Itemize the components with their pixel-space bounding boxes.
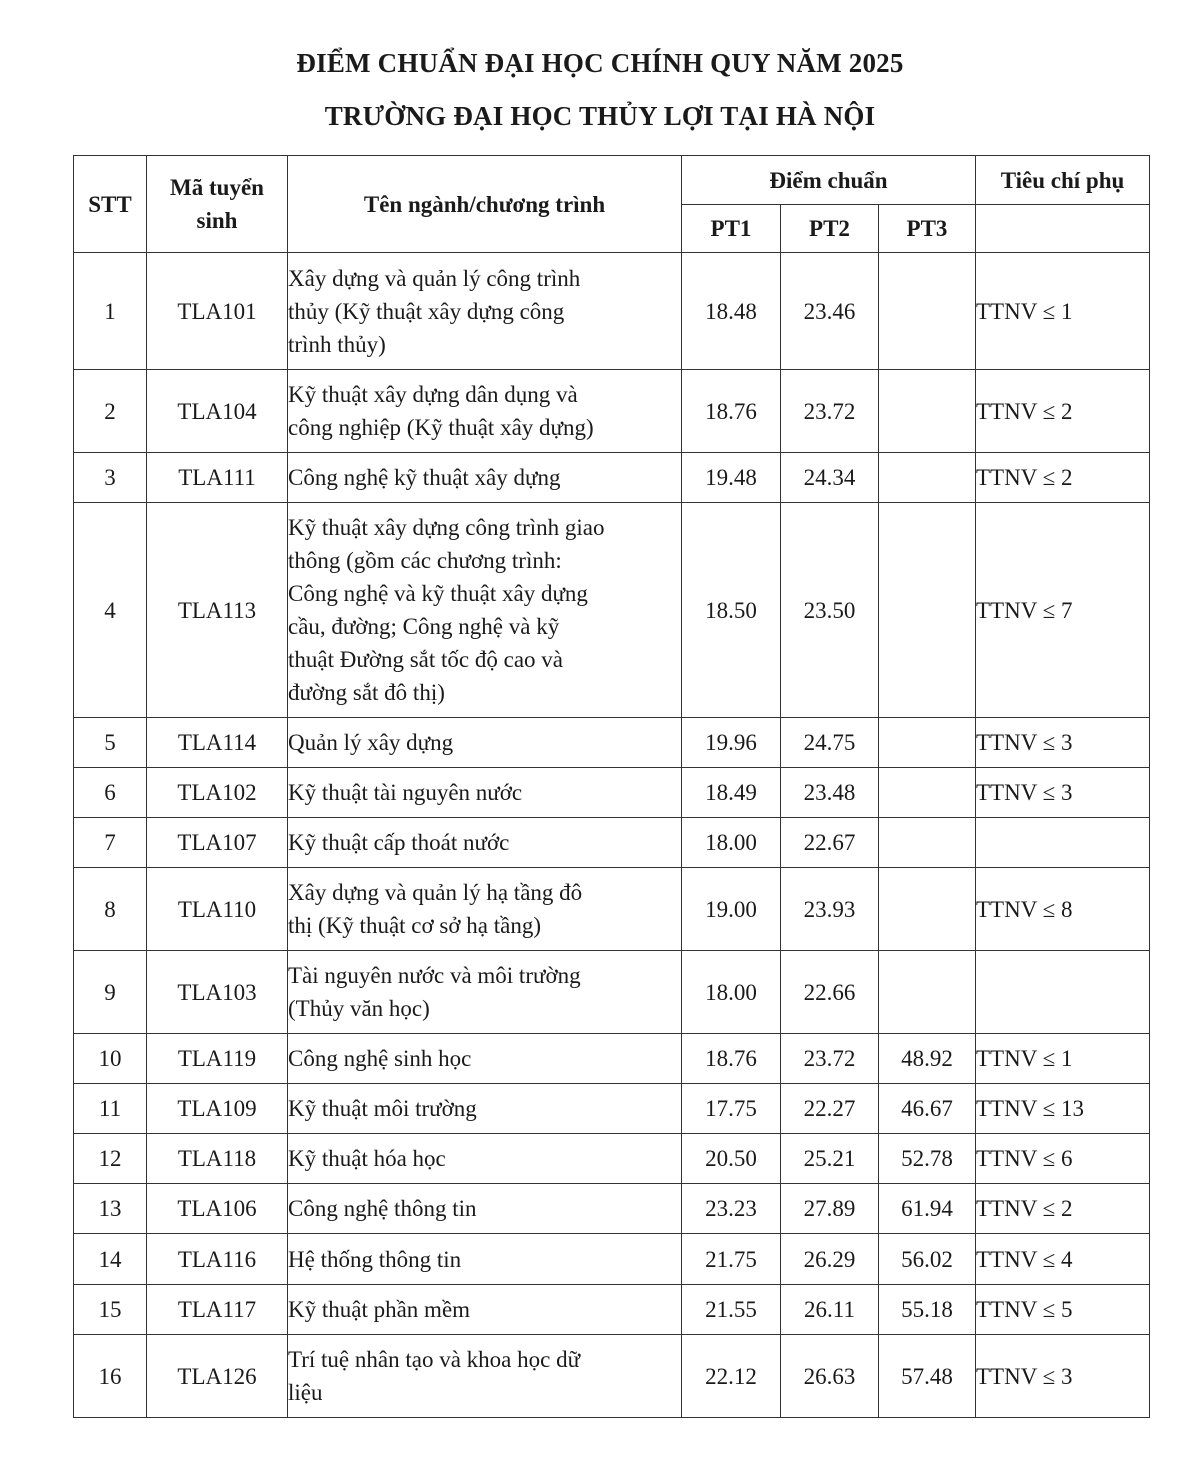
cell-pt1: 22.12	[682, 1335, 781, 1418]
table-row	[74, 951, 1150, 1034]
cell-criteria	[976, 951, 1150, 1034]
cell-code: TLA126	[147, 1335, 288, 1418]
cell-criteria: TTNV ≤ 2	[976, 453, 1150, 503]
cell-stt: 12	[74, 1134, 147, 1184]
cell-pt1: 21.55	[682, 1285, 781, 1335]
table-row	[74, 503, 1150, 718]
table-body	[74, 253, 1150, 1418]
cell-criteria: TTNV ≤ 6	[976, 1134, 1150, 1184]
cell-stt: 1	[74, 253, 147, 370]
table-row	[74, 718, 1150, 768]
program-name-line: Xây dựng và quản lý hạ tầng đô	[288, 880, 583, 905]
header-diem-chuan: Điểm chuẩn	[682, 156, 976, 205]
cell-stt: 8	[74, 868, 147, 951]
cell-pt3: 52.78	[879, 1134, 976, 1184]
cell-pt3	[879, 768, 976, 818]
cell-code: TLA119	[147, 1034, 288, 1084]
cell-stt: 5	[74, 718, 147, 768]
cell-code: TLA118	[147, 1134, 288, 1184]
header-code-line1: Mã tuyển	[170, 175, 264, 200]
cell-pt1: 19.00	[682, 868, 781, 951]
cell-pt2: 22.66	[781, 951, 879, 1034]
program-name-line: Kỹ thuật môi trường	[288, 1096, 477, 1121]
table-row	[74, 868, 1150, 951]
cell-pt1: 23.23	[682, 1184, 781, 1234]
program-name-line: Công nghệ sinh học	[288, 1046, 472, 1071]
cell-pt2: 26.11	[781, 1285, 879, 1335]
cell-pt3: 55.18	[879, 1285, 976, 1335]
cell-program-name	[288, 1184, 682, 1234]
cell-stt: 16	[74, 1335, 147, 1418]
header-program: Tên ngành/chương trình	[288, 156, 682, 253]
cell-pt3	[879, 253, 976, 370]
cell-criteria: TTNV ≤ 2	[976, 1184, 1150, 1234]
cell-code: TLA111	[147, 453, 288, 503]
cell-stt: 13	[74, 1184, 147, 1234]
cell-stt: 14	[74, 1234, 147, 1285]
table-row	[74, 1285, 1150, 1335]
cell-stt: 4	[74, 503, 147, 718]
cell-stt: 7	[74, 818, 147, 868]
cell-pt1: 21.75	[682, 1234, 781, 1285]
cell-code: TLA107	[147, 818, 288, 868]
cell-stt: 10	[74, 1034, 147, 1084]
cell-criteria: TTNV ≤ 13	[976, 1084, 1150, 1134]
table-row	[74, 453, 1150, 503]
cell-pt3	[879, 453, 976, 503]
cell-pt1: 18.48	[682, 253, 781, 370]
program-name-line: Tài nguyên nước và môi trường	[288, 963, 581, 988]
program-name-line: thủy (Kỹ thuật xây dựng công	[288, 298, 565, 324]
cell-stt: 11	[74, 1084, 147, 1134]
program-name-line: Kỹ thuật hóa học	[288, 1146, 446, 1171]
cell-pt1: 18.50	[682, 503, 781, 718]
cell-stt: 6	[74, 768, 147, 818]
cell-criteria: TTNV ≤ 3	[976, 718, 1150, 768]
table-row	[74, 768, 1150, 818]
cell-pt2: 26.63	[781, 1335, 879, 1418]
program-name-line: Hệ thống thông tin	[288, 1246, 462, 1272]
cell-program-name	[288, 1234, 682, 1285]
table-row	[74, 253, 1150, 370]
program-name-line: Kỹ thuật phần mềm	[288, 1297, 471, 1322]
cell-pt3: 46.67	[879, 1084, 976, 1134]
cell-pt3	[879, 718, 976, 768]
table-row	[74, 1134, 1150, 1184]
header-tieu-chi-phu: Tiêu chí phụ	[976, 156, 1150, 205]
program-name-line: trình thủy)	[288, 331, 386, 357]
program-name-line: Công nghệ và kỹ thuật xây dựng	[288, 581, 588, 606]
cell-pt2: 22.67	[781, 818, 879, 868]
cell-code: TLA104	[147, 370, 288, 453]
cell-program-name	[288, 951, 682, 1034]
cell-pt3	[879, 370, 976, 453]
cell-program-name	[288, 1335, 682, 1418]
cell-criteria: TTNV ≤ 1	[976, 253, 1150, 370]
program-name-line: Kỹ thuật tài nguyên nước	[288, 780, 523, 805]
cell-program-name	[288, 1084, 682, 1134]
program-name-line: Công nghệ kỹ thuật xây dựng	[288, 465, 561, 490]
cell-pt2: 26.29	[781, 1234, 879, 1285]
cell-criteria: TTNV ≤ 2	[976, 370, 1150, 453]
cell-pt2: 24.34	[781, 453, 879, 503]
cell-criteria: TTNV ≤ 3	[976, 768, 1150, 818]
cell-pt1: 19.48	[682, 453, 781, 503]
cell-pt2: 25.21	[781, 1134, 879, 1184]
cell-program-name	[288, 1285, 682, 1335]
cell-program-name	[288, 718, 682, 768]
program-name-line: Xây dựng và quản lý công trình	[288, 265, 581, 291]
cell-stt: 3	[74, 453, 147, 503]
cell-criteria: TTNV ≤ 1	[976, 1034, 1150, 1084]
cell-stt: 15	[74, 1285, 147, 1335]
cell-code: TLA106	[147, 1184, 288, 1234]
header-pt3: PT3	[879, 205, 976, 253]
cell-pt1: 18.76	[682, 370, 781, 453]
cell-criteria: TTNV ≤ 3	[976, 1335, 1150, 1418]
program-name-line: thông (gồm các chương trình:	[288, 548, 562, 573]
cell-pt3	[879, 818, 976, 868]
cell-pt2: 23.72	[781, 370, 879, 453]
cell-criteria	[976, 818, 1150, 868]
program-name-line: liệu	[288, 1380, 323, 1405]
cell-pt1: 18.00	[682, 951, 781, 1034]
cell-pt1: 18.76	[682, 1034, 781, 1084]
cell-criteria: TTNV ≤ 5	[976, 1285, 1150, 1335]
header-code-line2: sinh	[196, 208, 238, 233]
program-name-line: Kỹ thuật xây dựng công trình giao	[288, 515, 605, 540]
cell-pt2: 23.46	[781, 253, 879, 370]
cell-pt3	[879, 951, 976, 1034]
cell-code: TLA116	[147, 1234, 288, 1285]
program-name-line: Kỹ thuật xây dựng dân dụng và	[288, 382, 578, 407]
cell-pt2: 23.72	[781, 1034, 879, 1084]
table-row	[74, 818, 1150, 868]
cell-program-name	[288, 253, 682, 370]
header-tieu-chi-phu-sub	[976, 205, 1150, 253]
cell-pt3: 61.94	[879, 1184, 976, 1234]
cell-pt3: 48.92	[879, 1034, 976, 1084]
cell-pt1: 17.75	[682, 1084, 781, 1134]
table-row	[74, 1335, 1150, 1418]
cell-pt2: 27.89	[781, 1184, 879, 1234]
page-subtitle: TRƯỜNG ĐẠI HỌC THỦY LỢI TẠI HÀ NỘI	[324, 101, 876, 131]
cell-pt2: 23.50	[781, 503, 879, 718]
cell-program-name	[288, 1134, 682, 1184]
cell-program-name	[288, 503, 682, 718]
header-stt: STT	[74, 156, 147, 253]
cell-program-name	[288, 453, 682, 503]
table-row	[74, 1234, 1150, 1285]
program-name-line: (Thủy văn học)	[288, 996, 430, 1021]
cell-criteria: TTNV ≤ 8	[976, 868, 1150, 951]
program-name-line: thuật Đường sắt tốc độ cao và	[288, 647, 564, 672]
program-name-line: công nghiệp (Kỹ thuật xây dựng)	[288, 415, 594, 440]
cell-pt3: 57.48	[879, 1335, 976, 1418]
cell-pt2: 23.48	[781, 768, 879, 818]
cell-pt1: 19.96	[682, 718, 781, 768]
cell-pt3: 56.02	[879, 1234, 976, 1285]
program-name-line: thị (Kỹ thuật cơ sở hạ tầng)	[288, 913, 541, 938]
cell-code: TLA110	[147, 868, 288, 951]
program-name-line: Công nghệ thông tin	[288, 1196, 477, 1221]
header-pt2: PT2	[781, 205, 879, 253]
header-code	[147, 156, 288, 253]
cell-pt2: 22.27	[781, 1084, 879, 1134]
program-name-line: Trí tuệ nhân tạo và khoa học dữ	[288, 1347, 581, 1372]
cell-code: TLA109	[147, 1084, 288, 1134]
cell-pt3	[879, 868, 976, 951]
cell-pt1: 18.49	[682, 768, 781, 818]
program-name-line: đường sắt đô thị)	[288, 680, 445, 705]
cell-stt: 2	[74, 370, 147, 453]
cell-program-name	[288, 818, 682, 868]
cell-criteria: TTNV ≤ 7	[976, 503, 1150, 718]
cell-program-name	[288, 768, 682, 818]
program-name-line: Kỹ thuật cấp thoát nước	[288, 830, 510, 855]
cell-pt1: 20.50	[682, 1134, 781, 1184]
program-name-line: Quản lý xây dựng	[288, 730, 454, 755]
cell-pt2: 23.93	[781, 868, 879, 951]
cell-program-name	[288, 868, 682, 951]
cell-code: TLA102	[147, 768, 288, 818]
cell-code: TLA101	[147, 253, 288, 370]
cell-criteria: TTNV ≤ 4	[976, 1234, 1150, 1285]
cell-program-name	[288, 370, 682, 453]
table-row	[74, 1084, 1150, 1134]
cell-pt2: 24.75	[781, 718, 879, 768]
table-row	[74, 1184, 1150, 1234]
header-pt1: PT1	[682, 205, 781, 253]
cell-program-name	[288, 1034, 682, 1084]
page-title: ĐIỂM CHUẨN ĐẠI HỌC CHÍNH QUY NĂM 2025	[296, 48, 904, 78]
table-row	[74, 1034, 1150, 1084]
cell-stt: 9	[74, 951, 147, 1034]
cell-code: TLA113	[147, 503, 288, 718]
admission-scores-table	[73, 155, 1150, 1418]
table-row	[74, 370, 1150, 453]
cell-pt3	[879, 503, 976, 718]
header-row-1	[74, 156, 1150, 205]
cell-code: TLA114	[147, 718, 288, 768]
cell-code: TLA117	[147, 1285, 288, 1335]
program-name-line: cầu, đường; Công nghệ và kỹ	[288, 614, 560, 639]
cell-code: TLA103	[147, 951, 288, 1034]
cell-pt1: 18.00	[682, 818, 781, 868]
